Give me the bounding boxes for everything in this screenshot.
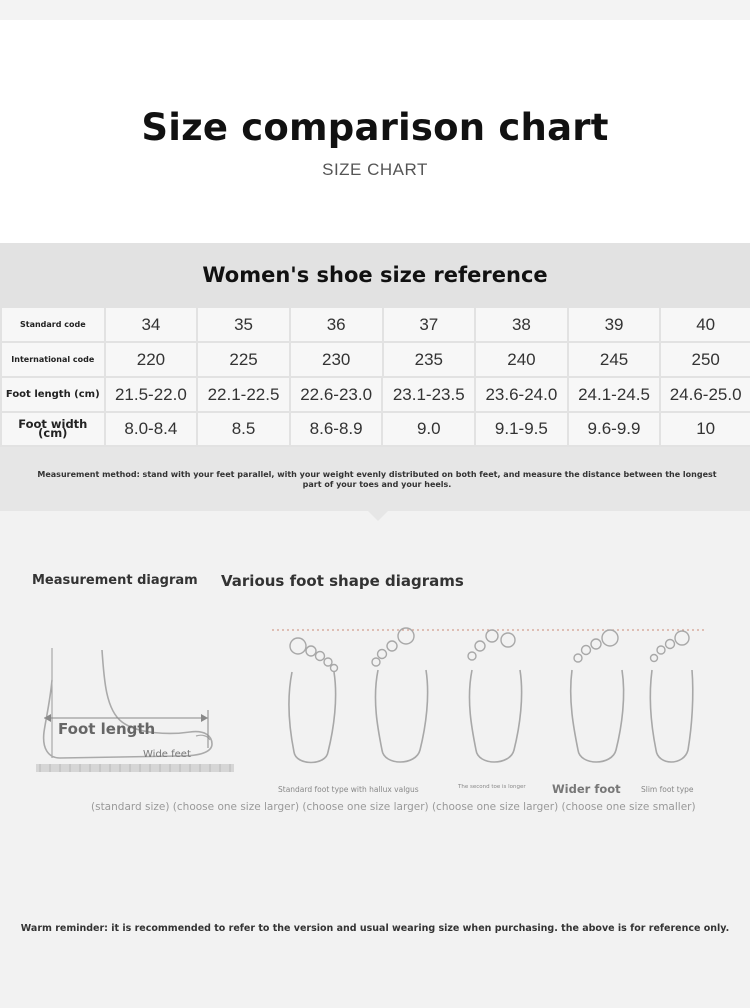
table-cell: 40 (661, 308, 750, 341)
table-cell: 9.1-9.5 (476, 413, 567, 445)
page-subtitle: SIZE CHART (322, 160, 428, 179)
row-label: Foot length (cm) (2, 378, 104, 411)
foot-shapes-label: Various foot shape diagrams (221, 572, 464, 590)
table-cell: 240 (476, 343, 567, 376)
table-cell: 8.6-8.9 (291, 413, 382, 445)
table-cell: 245 (569, 343, 660, 376)
long-second-toe-foot-icon (462, 626, 528, 772)
slim-foot-icon (644, 626, 696, 772)
table-cell: 35 (198, 308, 289, 341)
caption-slim-foot: Slim foot type (641, 785, 694, 794)
foot-length-label: Foot length (58, 720, 156, 738)
pointer-arrow-icon (368, 511, 388, 521)
row-label: International code (2, 343, 104, 376)
page-title: Size comparison chart (141, 106, 609, 149)
hallux-valgus-foot-icon (368, 624, 434, 772)
measurement-diagram-label: Measurement diagram (32, 573, 198, 588)
table-cell: 23.1-23.5 (383, 378, 474, 411)
row-label: Standard code (2, 308, 104, 341)
table-cell: 36 (291, 308, 382, 341)
table-cell: 22.6-23.0 (291, 378, 382, 411)
measurement-method-text: Measurement method: stand with your feet parallel, with your weight evenly distributed on both feet, and measure the distance between the longest part of your toes and your heels. (37, 470, 717, 489)
table-cell: 235 (384, 343, 475, 376)
table-cell: 10 (661, 413, 750, 445)
size-advice-text: (standard size) (choose one size larger) (choose one size larger) (choose one size larger) (choose one size smaller) (91, 801, 696, 813)
wide-feet-label: Wide feet (143, 749, 191, 760)
table-cell: 22.1-22.5 (198, 378, 289, 411)
table-cell: 38 (476, 308, 567, 341)
top-band (0, 0, 750, 20)
table-row-foot-length (0, 378, 750, 411)
table-cell: 9.6-9.9 (569, 413, 660, 445)
foot-side-view-icon (30, 640, 240, 780)
table-cell: 23.6-24.0 (476, 378, 567, 411)
table-cell: 220 (106, 343, 197, 376)
row-label: Foot width (cm) (2, 413, 104, 445)
table-cell: 230 (291, 343, 382, 376)
table-row-standard-code (0, 308, 750, 341)
table-cell: 34 (106, 308, 197, 341)
caption-second-toe: The second toe is longer (458, 784, 526, 790)
caption-standard-hallux: Standard foot type with hallux valgus (278, 785, 419, 794)
table-cell: 250 (661, 343, 750, 376)
table-row-foot-width (0, 413, 750, 445)
standard-foot-icon (278, 632, 344, 772)
caption-wider-foot: Wider foot (552, 782, 621, 796)
table-cell: 39 (569, 308, 660, 341)
table-cell: 24.1-24.5 (569, 378, 660, 411)
table-cell: 21.5-22.0 (106, 378, 197, 411)
wider-foot-icon (566, 626, 628, 772)
warm-reminder-text: Warm reminder: it is recommended to refer to the version and usual wearing size when purchasing. the above is for reference only. (20, 923, 730, 934)
table-cell: 37 (384, 308, 475, 341)
table-cell: 8.5 (198, 413, 289, 445)
table-title: Women's shoe size reference (202, 263, 548, 287)
table-cell: 8.0-8.4 (106, 413, 197, 445)
table-cell: 24.6-25.0 (661, 378, 750, 411)
table-row-international-code (0, 343, 750, 376)
table-cell: 9.0 (383, 413, 474, 445)
table-cell: 225 (198, 343, 289, 376)
